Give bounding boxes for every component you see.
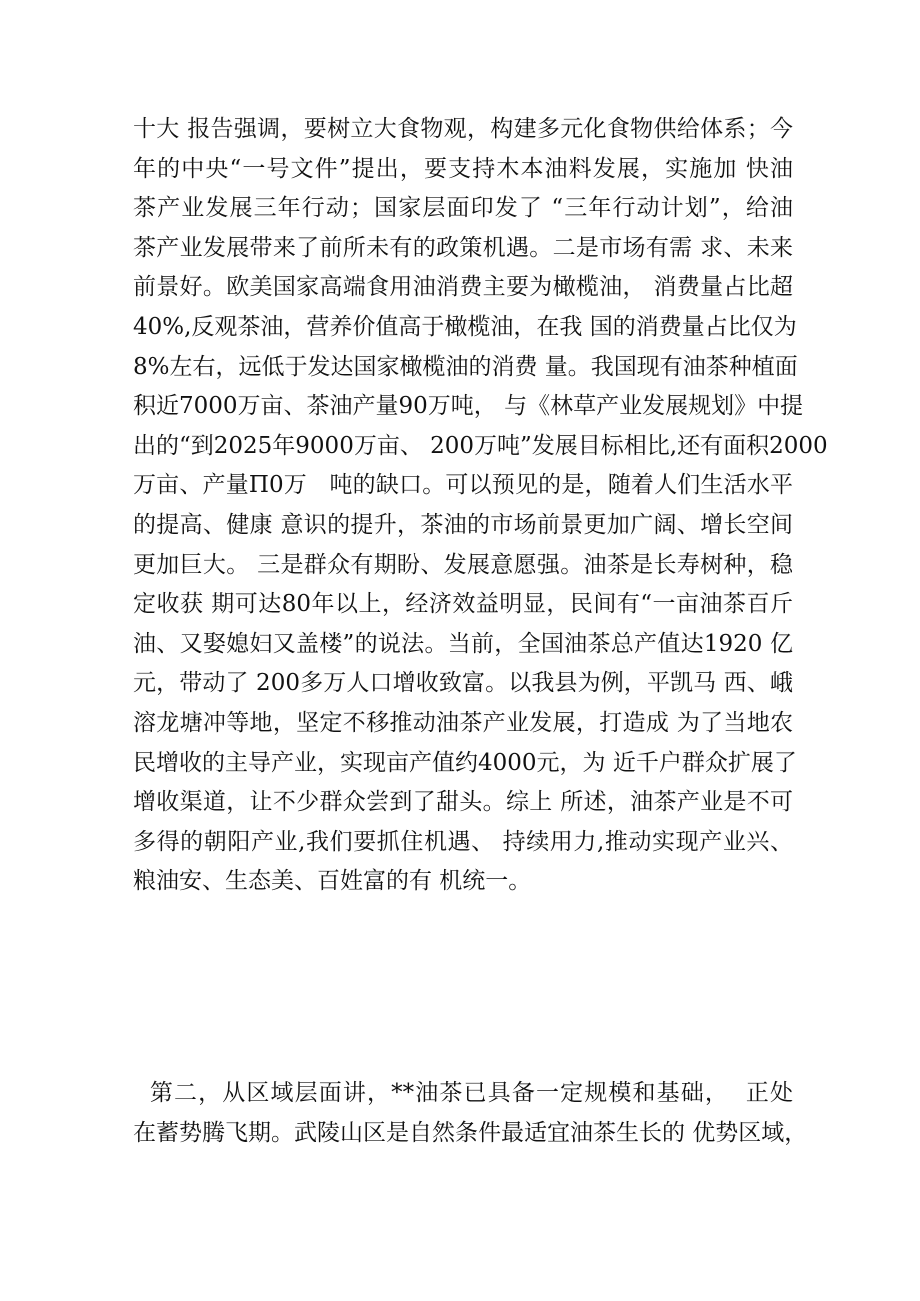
text-line: 增收渠道，让不少群众尝到了甜头。综上 所述，油茶产业是不可 — [133, 789, 793, 816]
text-line: 8%左右，远低于发达国家橄榄油的消费 量。我国现有油茶种植面 — [133, 353, 798, 380]
text-line: 粮油安、生态美、百姓富的有 机统一。 — [133, 868, 532, 895]
text-line: 前景好。欧美国家高端食用油消费主要为橄榄油， 消费量占比超 — [133, 274, 793, 301]
text-line: 积近7000万亩、茶油产量90万吨， 与《林草产业发展规划》中提 — [133, 393, 804, 420]
text-line: 的提高、健康 意识的提升，茶油的市场前景更加广阔、增长空间 — [133, 511, 793, 538]
text-line: 茶产业发展三年行动；国家层面印发了 “三年行动计划”，给油 — [133, 195, 793, 222]
text-line: 万亩、产量Π0万 吨的缺口。可以预见的是，随着人们生活水平 — [133, 472, 793, 499]
text-line: 溶龙塘冲等地，坚定不移推动油茶产业发展，打造成 为了当地农 — [133, 709, 793, 736]
text-line: 定收获 期可达80年以上，经济效益明显，民间有“一亩油茶百斤 — [133, 591, 793, 618]
text-line: 十大 报告强调，要树立大食物观，构建多元化食物供给体系；今 — [133, 116, 793, 142]
text-line: 多得的朝阳产业,我们要抓住机遇、 持续用力,推动实现产业兴、 — [133, 828, 793, 855]
text-line: 茶产业发展带来了前所未有的政策机遇。二是市场有需 求、未来 — [133, 234, 793, 261]
text-line: 元，带动了 200多万人口增收致富。以我县为例，平凯马 西、峨 — [133, 670, 793, 697]
text-line: 出的“到2025年9000万亩、 200万吨”发展目标相比,还有面积2000 — [133, 432, 828, 459]
text-line: 40%,反观茶油，营养价值高于橄榄油，在我 国的消费量占比仅为 — [133, 313, 797, 340]
paragraph-market-analysis — [133, 110, 828, 902]
text-line: 民增收的主导产业，实现亩产值约4000元，为 近千户群众扩展了 — [133, 749, 797, 776]
text-line: 更加巨大。 三是群众有期盼、发展意愿强。油茶是长寿树种，稳 — [133, 551, 793, 578]
text-line: 年的中央“一号文件”提出，要支持木本油料发展，实施加 快油 — [133, 155, 793, 182]
text-line: 在蓄势腾飞期。武陵山区是自然条件最适宜油茶生长的 优势区域， — [133, 1119, 808, 1146]
text-line: 油、又娶媳妇又盖楼”的说法。当前，全国油茶总产值达1920 亿 — [133, 630, 793, 657]
text-line: 第二，从区域层面讲，**油茶已具备一定规模和基础， 正处 — [133, 1080, 793, 1106]
paragraph-regional-level — [133, 1074, 808, 1153]
